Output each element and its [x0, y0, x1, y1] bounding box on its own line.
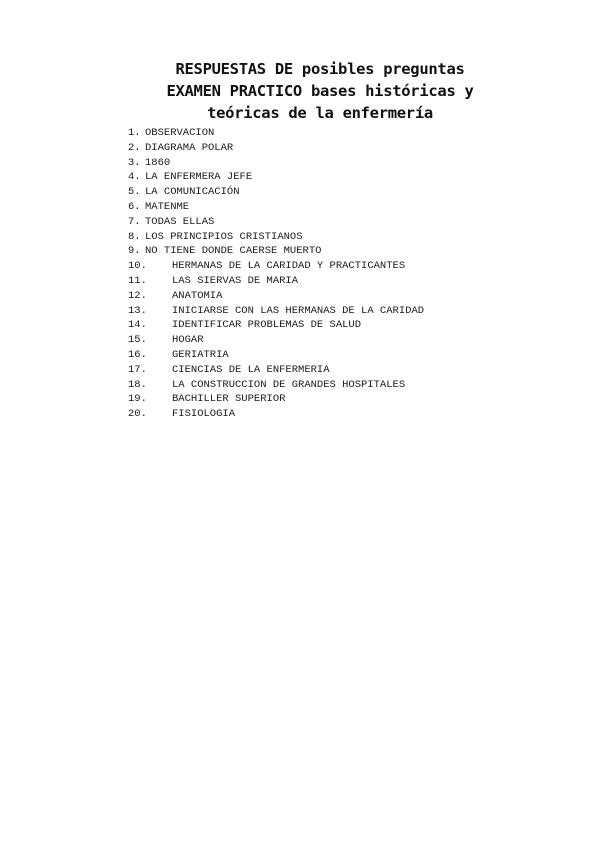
answer-item	[128, 244, 424, 259]
answer-number: 13.	[128, 304, 147, 317]
answer-number: 2.	[128, 141, 141, 154]
answer-item	[128, 274, 424, 289]
answer-number: 11.	[128, 274, 147, 287]
answer-text: CIENCIAS DE LA ENFERMERIA	[172, 363, 330, 376]
answer-text: LA ENFERMERA JEFE	[145, 171, 253, 184]
answer-item	[128, 156, 424, 171]
answer-number: 9.	[128, 245, 141, 258]
answer-text: TODAS ELLAS	[145, 215, 215, 228]
answer-number: 4.	[128, 171, 141, 184]
answer-number: 14.	[128, 319, 147, 332]
answer-number: 5.	[128, 186, 141, 199]
answer-item	[128, 378, 424, 393]
answer-number: 7.	[128, 215, 141, 228]
answer-number: 3.	[128, 156, 141, 169]
answer-text: HERMANAS DE LA CARIDAD Y PRACTICANTES	[172, 260, 406, 273]
answer-item	[128, 215, 424, 230]
answer-number: 15.	[128, 334, 147, 347]
answer-text: GERIATRIA	[172, 348, 229, 361]
answer-number: 18.	[128, 378, 147, 391]
answer-item	[128, 185, 424, 200]
answer-text: INICIARSE CON LAS HERMANAS DE LA CARIDAD	[172, 304, 425, 317]
answer-item	[128, 318, 424, 333]
answer-text: 1860	[145, 156, 171, 169]
answer-text: LA COMUNICACIÓN	[145, 186, 240, 199]
title-line-3: teóricas de la enfermería	[207, 104, 433, 122]
answer-text: LA CONSTRUCCION DE GRANDES HOSPITALES	[172, 378, 406, 391]
answer-text: LAS SIERVAS DE MARIA	[172, 274, 299, 287]
answer-number: 20.	[128, 408, 147, 421]
answer-item	[128, 200, 424, 215]
document-title	[100, 58, 540, 124]
answer-text: ANATOMIA	[172, 289, 223, 302]
answer-item	[128, 333, 424, 348]
answer-item	[128, 392, 424, 407]
answer-number: 6.	[128, 200, 141, 213]
answer-number: 1.	[128, 127, 141, 139]
answer-text: MATENME	[145, 200, 190, 213]
title-line-1: RESPUESTAS DE posibles preguntas	[175, 60, 465, 78]
answer-item	[128, 259, 424, 274]
answer-number: 19.	[128, 393, 147, 406]
answer-text: DIAGRAMA POLAR	[145, 141, 234, 154]
answer-text: FISIOLOGIA	[172, 408, 236, 421]
answer-number: 8.	[128, 230, 141, 243]
answer-item	[128, 141, 424, 156]
answer-text: BACHILLER SUPERIOR	[172, 393, 286, 406]
answer-item	[128, 304, 424, 319]
answer-item	[128, 230, 424, 245]
answer-item	[128, 348, 424, 363]
answer-text: OBSERVACION	[145, 127, 215, 139]
title-line-2: EXAMEN PRACTICO bases históricas y	[166, 82, 474, 100]
answer-number: 16.	[128, 348, 147, 361]
answer-text: IDENTIFICAR PROBLEMAS DE SALUD	[172, 319, 362, 332]
answer-item	[128, 170, 424, 185]
answer-text: HOGAR	[172, 334, 204, 347]
answer-number: 12.	[128, 289, 147, 302]
answer-text: LOS PRINCIPIOS CRISTIANOS	[145, 230, 303, 243]
answer-item	[128, 363, 424, 378]
answer-number: 17.	[128, 363, 147, 376]
answer-item	[128, 407, 424, 422]
answer-item	[128, 126, 424, 141]
answer-text: NO TIENE DONDE CAERSE MUERTO	[145, 245, 322, 258]
answer-list	[128, 126, 424, 422]
answer-item	[128, 289, 424, 304]
answer-number: 10.	[128, 260, 147, 273]
